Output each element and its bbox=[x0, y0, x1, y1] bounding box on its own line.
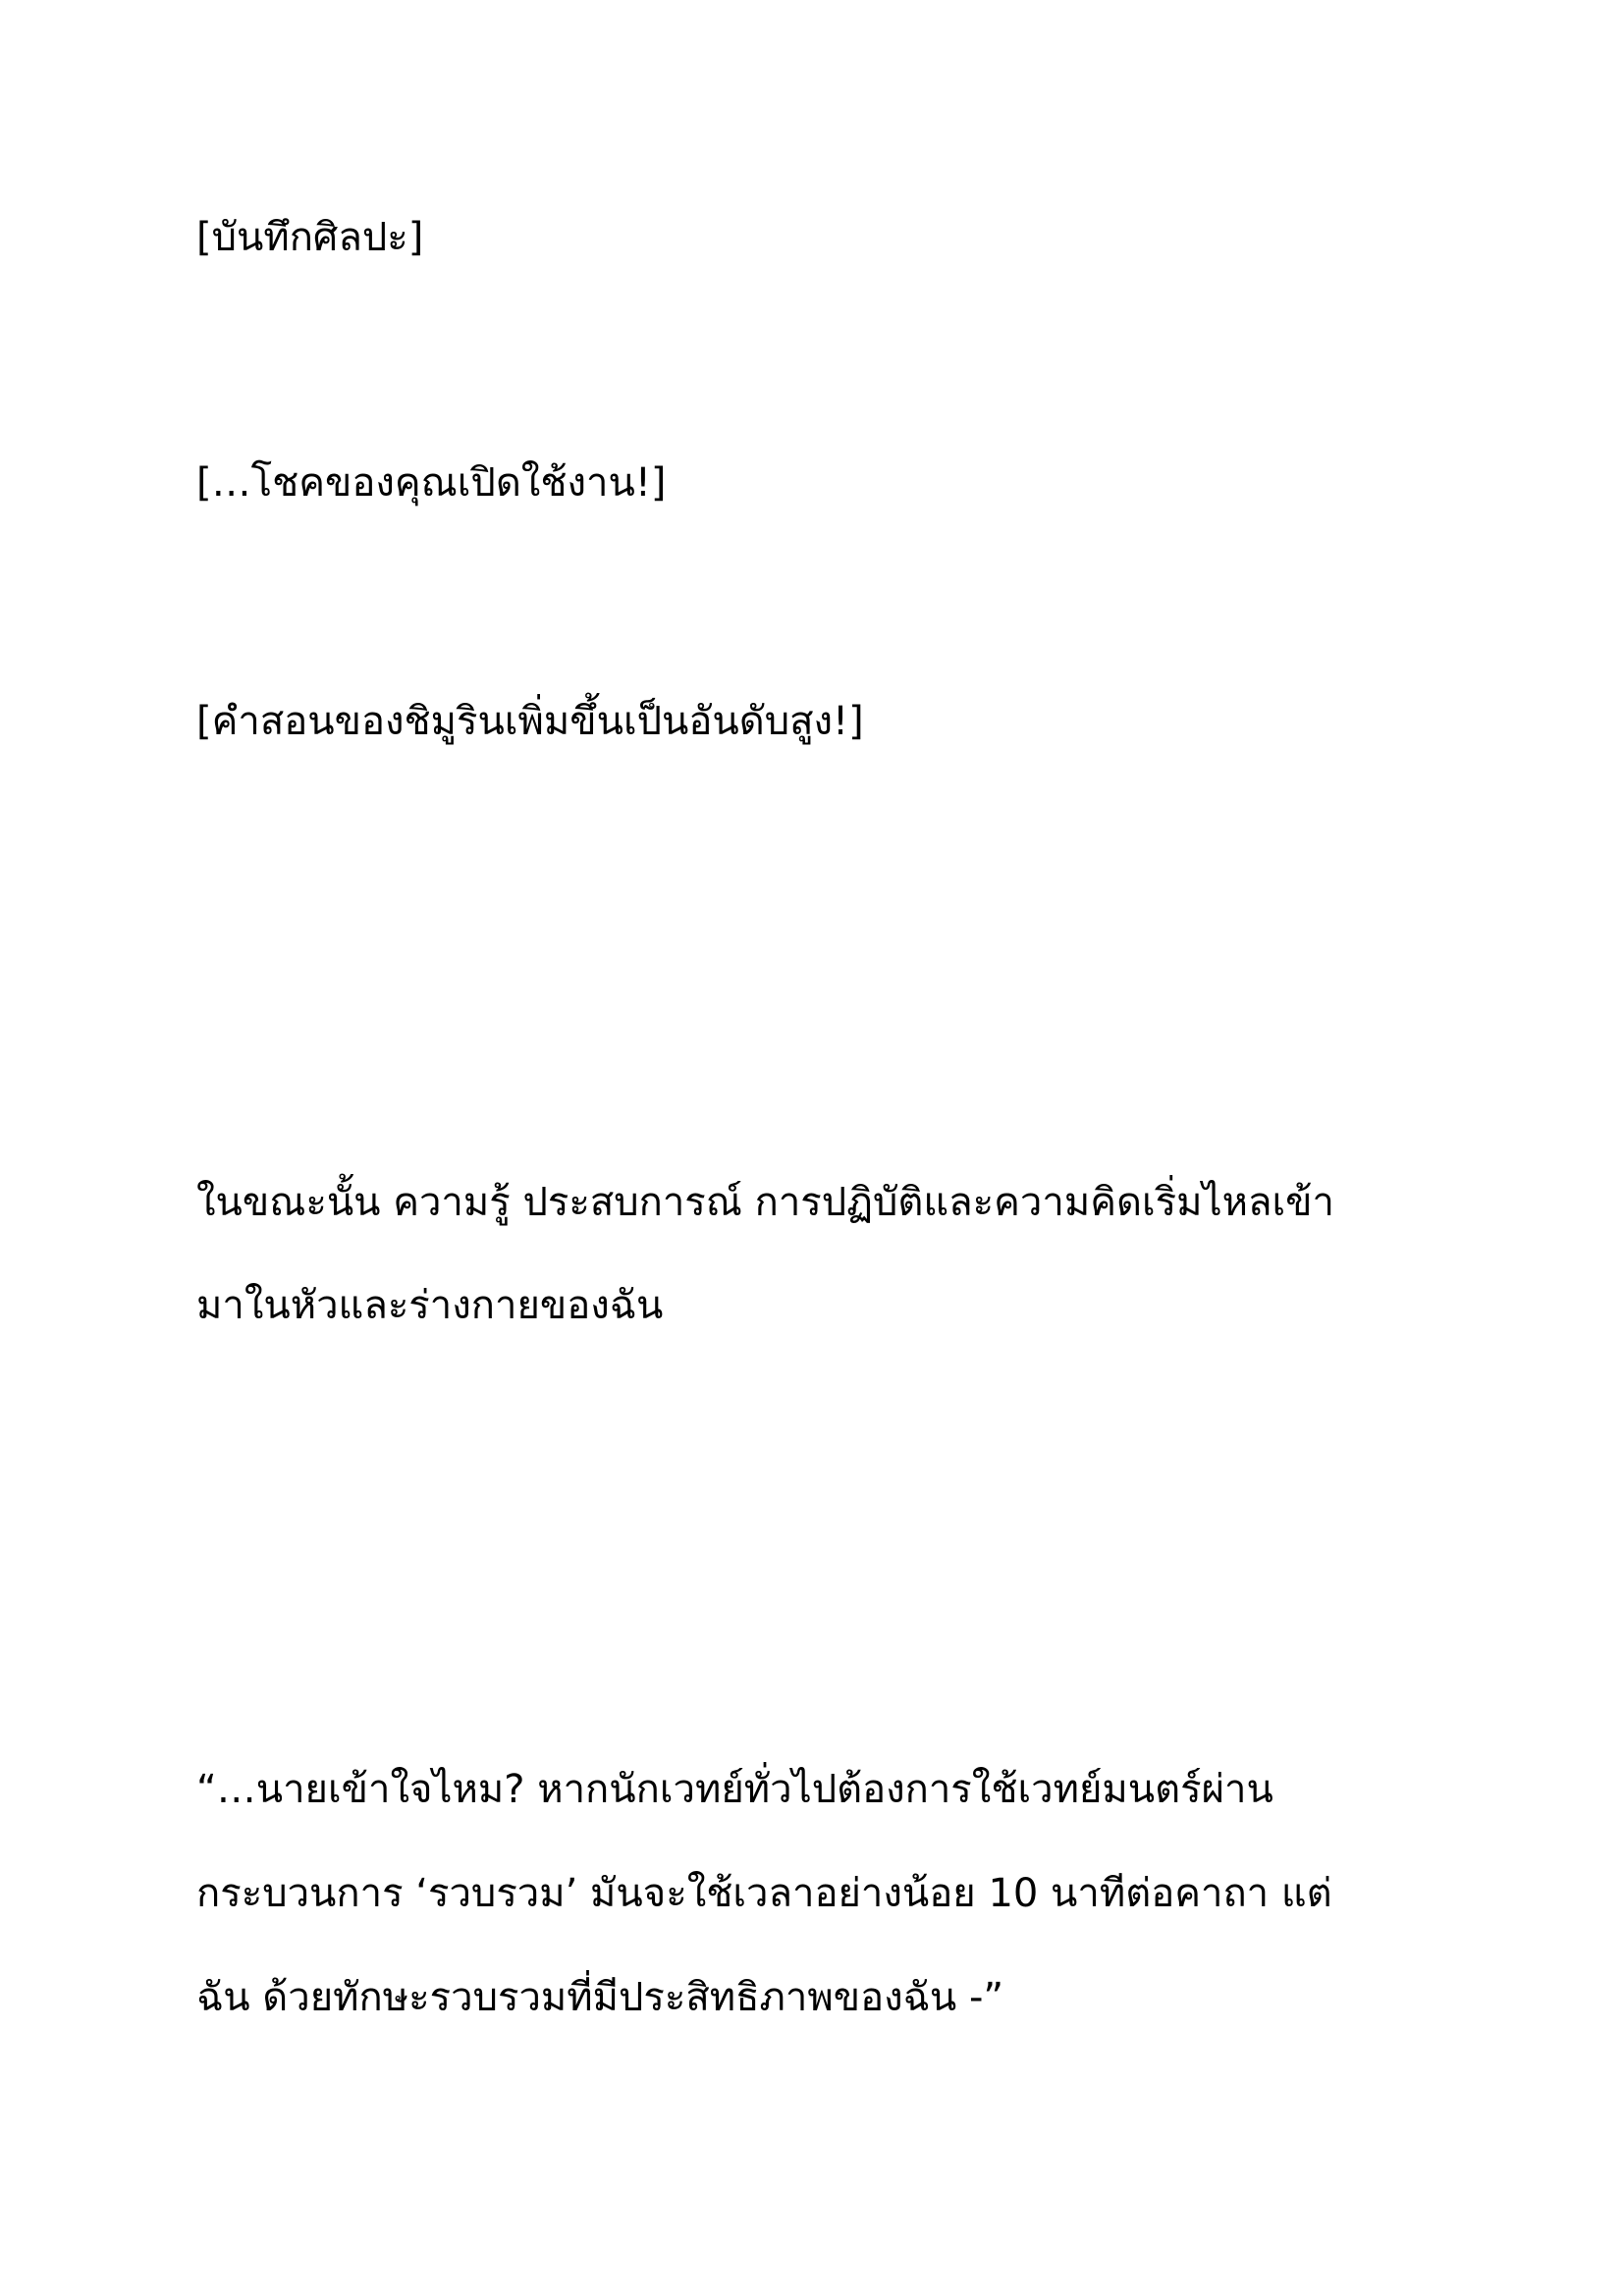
system-message-luck-activated: […โชคของคุณเปิดใช้งาน!] bbox=[196, 460, 667, 506]
system-message-art-record: [บันทึกศิลปะ] bbox=[196, 215, 424, 260]
dialogue-line: “…นายเข้าใจไหม? หากนักเวทย์ทั่วไปต้องการใช้เวทย์มนตร์ผ่าน bbox=[196, 1767, 1273, 1812]
narration-line: ในขณะนั้น ความรู้ ประสบการณ์ การปฏิบัติและความคิดเริ่มไหลเข้า bbox=[196, 1180, 1334, 1225]
dialogue-line: กระบวนการ ‘รวบรวม’ มันจะใช้เวลาอย่างน้อย 10 นาทีต่อคาถา แต่ bbox=[196, 1871, 1332, 1916]
system-message-teaching-rank-up: [คำสอนของชิมูรินเพิ่มขึ้นเป็นอันดับสูง!] bbox=[196, 699, 864, 744]
dialogue-line: ฉัน ด้วยทักษะรวบรวมที่มีประสิทธิภาพของฉัน -” bbox=[196, 1975, 1004, 2020]
narration-line: มาในหัวและร่างกายของฉัน bbox=[196, 1283, 664, 1328]
